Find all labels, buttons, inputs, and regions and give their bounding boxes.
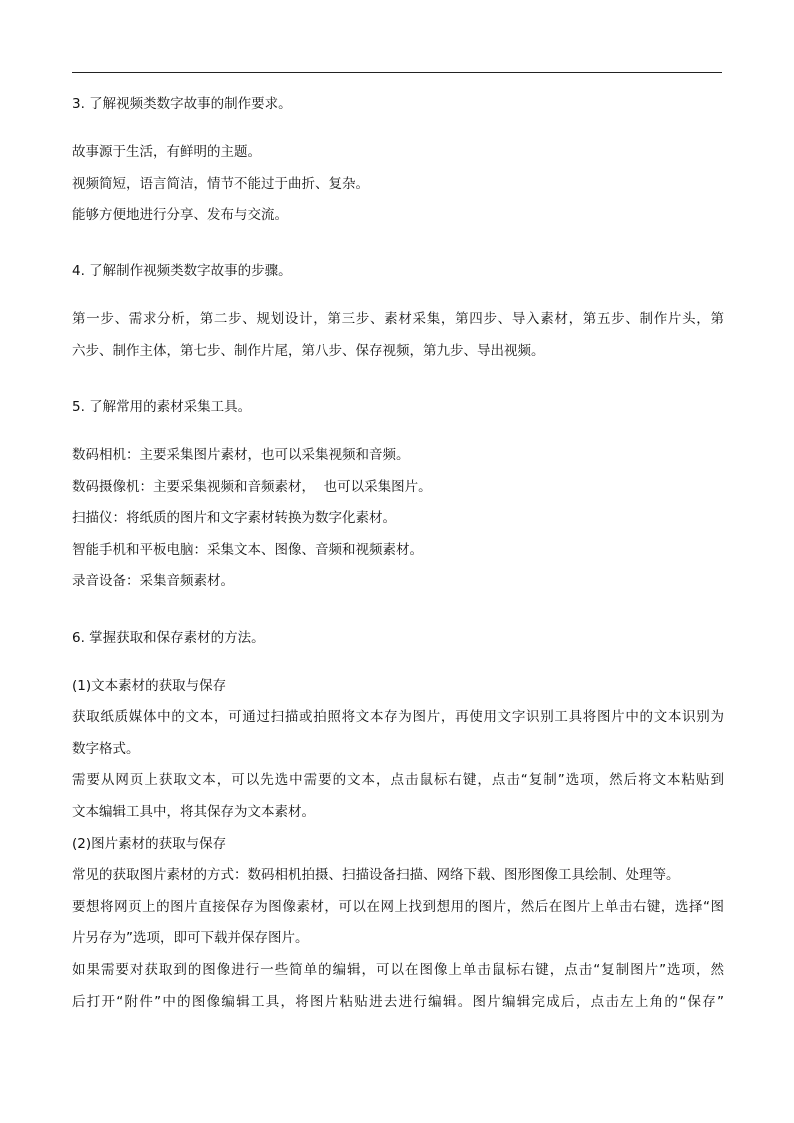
paragraph-line: 录音设备：采集音频素材。 bbox=[72, 573, 234, 589]
paragraph-line: 故事源于生活，有鲜明的主题。 bbox=[72, 144, 261, 160]
paragraph-line: 数码摄像机：主要采集视频和音频素材， 也可以采集图片。 bbox=[72, 479, 432, 495]
section-6-heading: 6. 掌握获取和保存素材的方法。 bbox=[72, 630, 265, 646]
paragraph-line: 扫描仪：将纸质的图片和文字素材转换为数字化素材。 bbox=[72, 510, 396, 526]
section-5-heading: 5. 了解常用的素材采集工具。 bbox=[72, 399, 252, 415]
paragraph-line: 获取纸质媒体中的文本，可通过扫描或拍照将文本存为图片，再使用文字识别工具将图片中的文本识别为 bbox=[72, 709, 724, 725]
paragraph-line: 后打开“附件”中的图像编辑工具，将图片粘贴进去进行编辑。图片编辑完成后，点击左上角的“保存” bbox=[72, 994, 724, 1010]
paragraph-line: 需要从网页上获取文本，可以先选中需要的文本，点击鼠标右键，点击“复制”选项，然后将文本粘贴到 bbox=[72, 772, 724, 788]
paragraph-line: 文本编辑工具中，将其保存为文本素材。 bbox=[72, 804, 315, 820]
section-4-heading: 4. 了解制作视频类数字故事的步骤。 bbox=[72, 263, 292, 279]
paragraph-line: 六步、制作主体，第七步、制作片尾，第八步、保存视频，第九步、导出视频。 bbox=[72, 343, 545, 359]
paragraph-line: 数码相机：主要采集图片素材，也可以采集视频和音频。 bbox=[72, 447, 410, 463]
paragraph-line: 常见的获取图片素材的方式：数码相机拍摄、扫描设备扫描、网络下载、图形图像工具绘制、处理等。 bbox=[72, 867, 680, 883]
subsection-heading: (2)图片素材的获取与保存 bbox=[72, 836, 227, 852]
header-rule bbox=[72, 72, 722, 73]
paragraph-line: 能够方便地进行分享、发布与交流。 bbox=[72, 207, 288, 223]
subsection-heading: (1)文本素材的获取与保存 bbox=[72, 678, 227, 694]
paragraph-line: 片另存为”选项，即可下载并保存图片。 bbox=[72, 930, 309, 946]
paragraph-line: 数字格式。 bbox=[72, 741, 140, 757]
paragraph-line: 智能手机和平板电脑：采集文本、图像、音频和视频素材。 bbox=[72, 542, 423, 558]
paragraph-line: 如果需要对获取到的图像进行一些简单的编辑，可以在图像上单击鼠标右键，点击“复制图片”选项，然 bbox=[72, 962, 724, 978]
paragraph-line: 要想将网页上的图片直接保存为图像素材，可以在网上找到想用的图片，然后在图片上单击右键，选择“图 bbox=[72, 899, 724, 915]
paragraph-line: 视频简短，语言简洁，情节不能过于曲折、复杂。 bbox=[72, 176, 369, 192]
paragraph-line: 第一步、需求分析，第二步、规划设计，第三步、素材采集，第四步、导入素材，第五步、制作片头，第 bbox=[72, 311, 724, 327]
section-3-heading: 3. 了解视频类数字故事的制作要求。 bbox=[72, 96, 292, 112]
